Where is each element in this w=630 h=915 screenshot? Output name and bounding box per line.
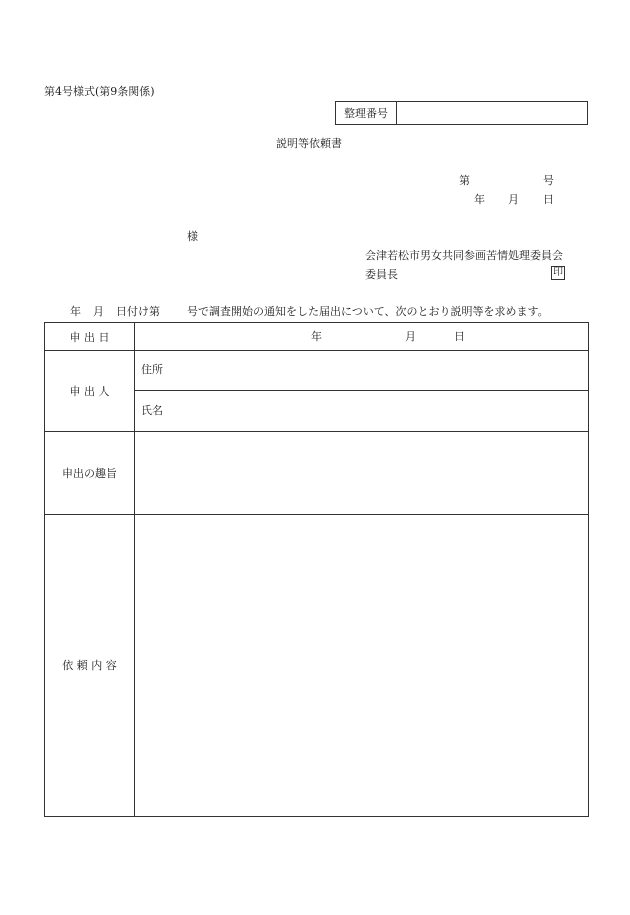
body-day-date: 日付け第: [116, 305, 160, 318]
date-month-label: 月: [508, 193, 519, 206]
control-number-label: 整理番号: [336, 102, 397, 124]
request-content-field[interactable]: [135, 515, 588, 816]
addressee-suffix: 様: [187, 230, 198, 243]
filing-date-label: 申 出 日: [69, 330, 110, 344]
sender-organization: 会津若松市男女共同参画苦情処理委員会: [365, 249, 563, 262]
control-number-field[interactable]: [397, 102, 587, 124]
request-form-table: [44, 322, 589, 817]
filing-date-day: 日: [454, 330, 465, 343]
applicant-label: 申 出 人: [69, 384, 110, 398]
filing-date-field[interactable]: [135, 323, 588, 350]
doc-number-suffix: 号: [543, 174, 554, 187]
filing-date-year: 年: [311, 330, 322, 343]
name-label: 氏名: [141, 404, 163, 417]
form-number: 第4号様式(第9条関係): [44, 85, 155, 98]
address-label: 住所: [141, 363, 163, 376]
seal-mark: 印: [553, 267, 563, 278]
sender-title: 委員長: [365, 268, 398, 281]
body-year: 年: [70, 305, 81, 318]
purpose-field[interactable]: [135, 432, 588, 514]
date-day-label: 日: [543, 193, 554, 206]
address-field[interactable]: [135, 351, 588, 390]
date-year-label: 年: [474, 193, 485, 206]
filing-date-month: 月: [405, 330, 416, 343]
name-field[interactable]: [135, 391, 588, 431]
control-number-box: [335, 101, 588, 125]
body-text: 号で調査開始の通知をした届出について、次のとおり説明等を求めます。: [187, 305, 549, 318]
request-content-label: 依 頼 内 容: [62, 659, 117, 672]
body-month: 月: [93, 305, 104, 318]
purpose-label: 申出の趣旨: [62, 466, 117, 480]
doc-number-prefix: 第: [459, 174, 470, 187]
page-title: 説明等依頼書: [276, 137, 342, 150]
